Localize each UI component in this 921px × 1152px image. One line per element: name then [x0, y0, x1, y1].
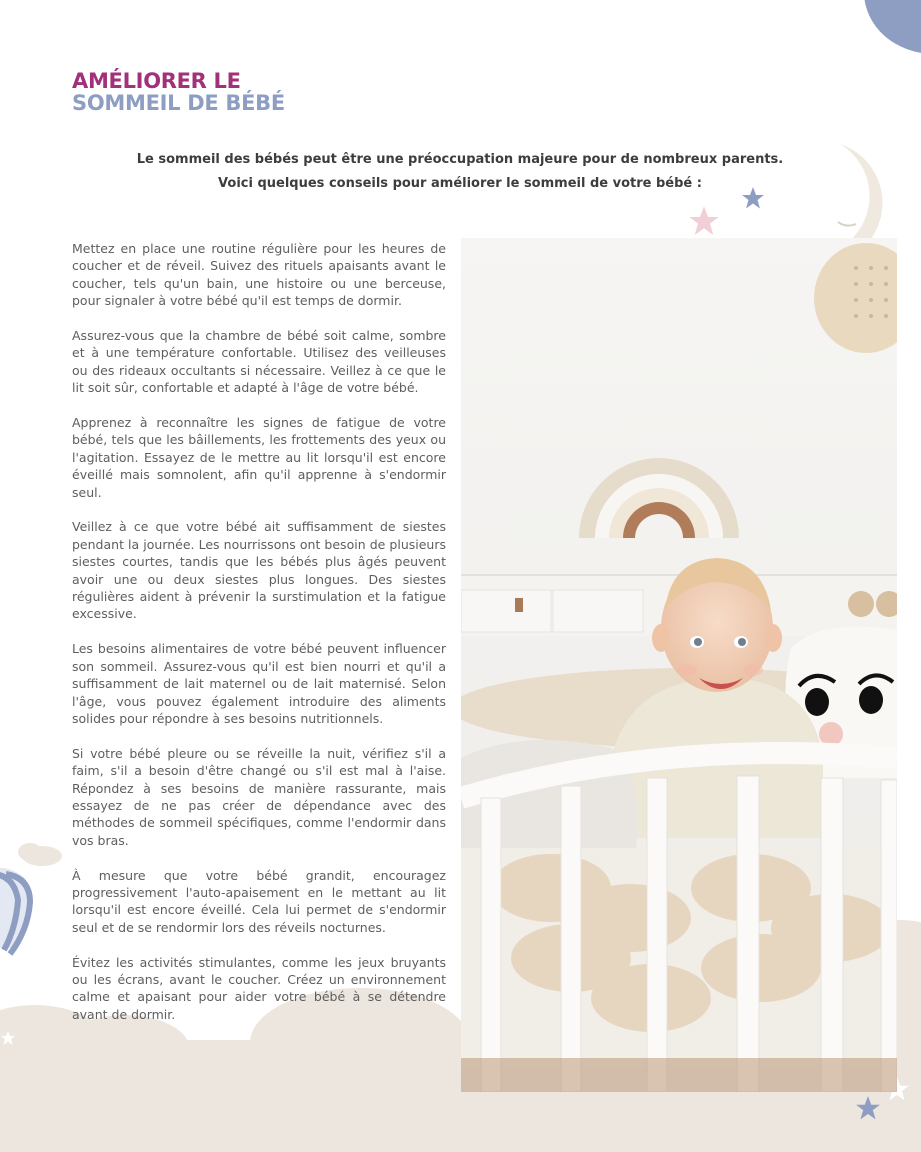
tip-paragraph: Si votre bébé pleure ou se réveille la nuit, vérifiez s'il a faim, s'il a besoin d'être changé ou s'il est mal à l'aise. Répondez à ses besoins de manière rassurante, mais essayez de ne pas créer de dépendance avec des méthodes de sommeil spécifiques, comme l'endormir dans vos bras. — [72, 745, 446, 848]
tip-paragraph: Évitez les activités stimulantes, comme les jeux bruyants ou les écrans, avant le coucher. Créez un environnement calme et apaisant pour aider votre bébé à se détendre avant de dormir. — [72, 954, 446, 1022]
baby-in-crib-photo — [461, 238, 897, 1092]
tips-text — [72, 240, 446, 1041]
page-title-line-1: AMÉLIORER LE — [72, 69, 241, 93]
page-title — [72, 70, 285, 114]
baby-in-crib-illustration — [461, 238, 897, 1092]
intro-line-2: Voici quelques conseils pour améliorer le sommeil de votre bébé : — [218, 176, 702, 191]
page-title-line-2: SOMMEIL DE BÉBÉ — [72, 91, 285, 115]
tip-paragraph: Assurez-vous que la chambre de bébé soit calme, sombre et à une température confortable. Utilisez des veilleuses ou des rideaux occultants si nécessaire. Veillez à ce que le lit soit sûr, confortable et adapté à l'âge de votre bébé. — [72, 328, 446, 396]
star-icon — [0, 1030, 16, 1046]
corner-circle-decoration — [864, 0, 921, 54]
tip-paragraph: Veillez à ce que votre bébé ait suffisamment de siestes pendant la journée. Les nourrissons ont besoin de plusieurs siestes courtes, tandis que les bébés plus âgés peuvent avoir une ou deux siestes plus longues. Des siestes régulières aident à prévenir la surstimulation et la fatigue excessive. — [72, 519, 446, 622]
intro-line-1: Le sommeil des bébés peut être une préoccupation majeure pour de nombreux parents. — [136, 152, 784, 167]
intro-text — [110, 148, 810, 196]
tip-paragraph: Mettez en place une routine régulière pour les heures de coucher et de réveil. Suivez des rituels apaisants avant le coucher, tels qu'un bain, une histoire ou une berceuse, pour signaler à votre bébé qu'il est temps de dormir. — [72, 241, 446, 309]
tip-paragraph: À mesure que votre bébé grandit, encouragez progressivement l'auto-apaisement en le mettant au lit lorsqu'il est encore éveillé. Cela lui permet de s'endormir seul et de se rendormir lors des réveils nocturnes. — [72, 867, 446, 935]
hot-air-balloon-icon — [0, 838, 70, 978]
star-icon — [855, 1095, 881, 1121]
tip-paragraph: Apprenez à reconnaître les signes de fatigue de votre bébé, tels que les bâillements, les frottements des yeux ou l'agitation. Essayez de le mettre au lit lorsqu'il est encore éveillé mais somnolent, afin qu'il apprenne à s'endormir seul. — [72, 415, 446, 500]
tip-paragraph: Les besoins alimentaires de votre bébé peuvent influencer son sommeil. Assurez-vous qu'il est bien nourri et qu'il a suffisamment de lait maternel ou de lait maternisé. Selon l'âge, vous pouvez également introduire des aliments solides pour répondre à ses besoins nutritionnels. — [72, 641, 446, 726]
star-icon — [688, 205, 720, 237]
